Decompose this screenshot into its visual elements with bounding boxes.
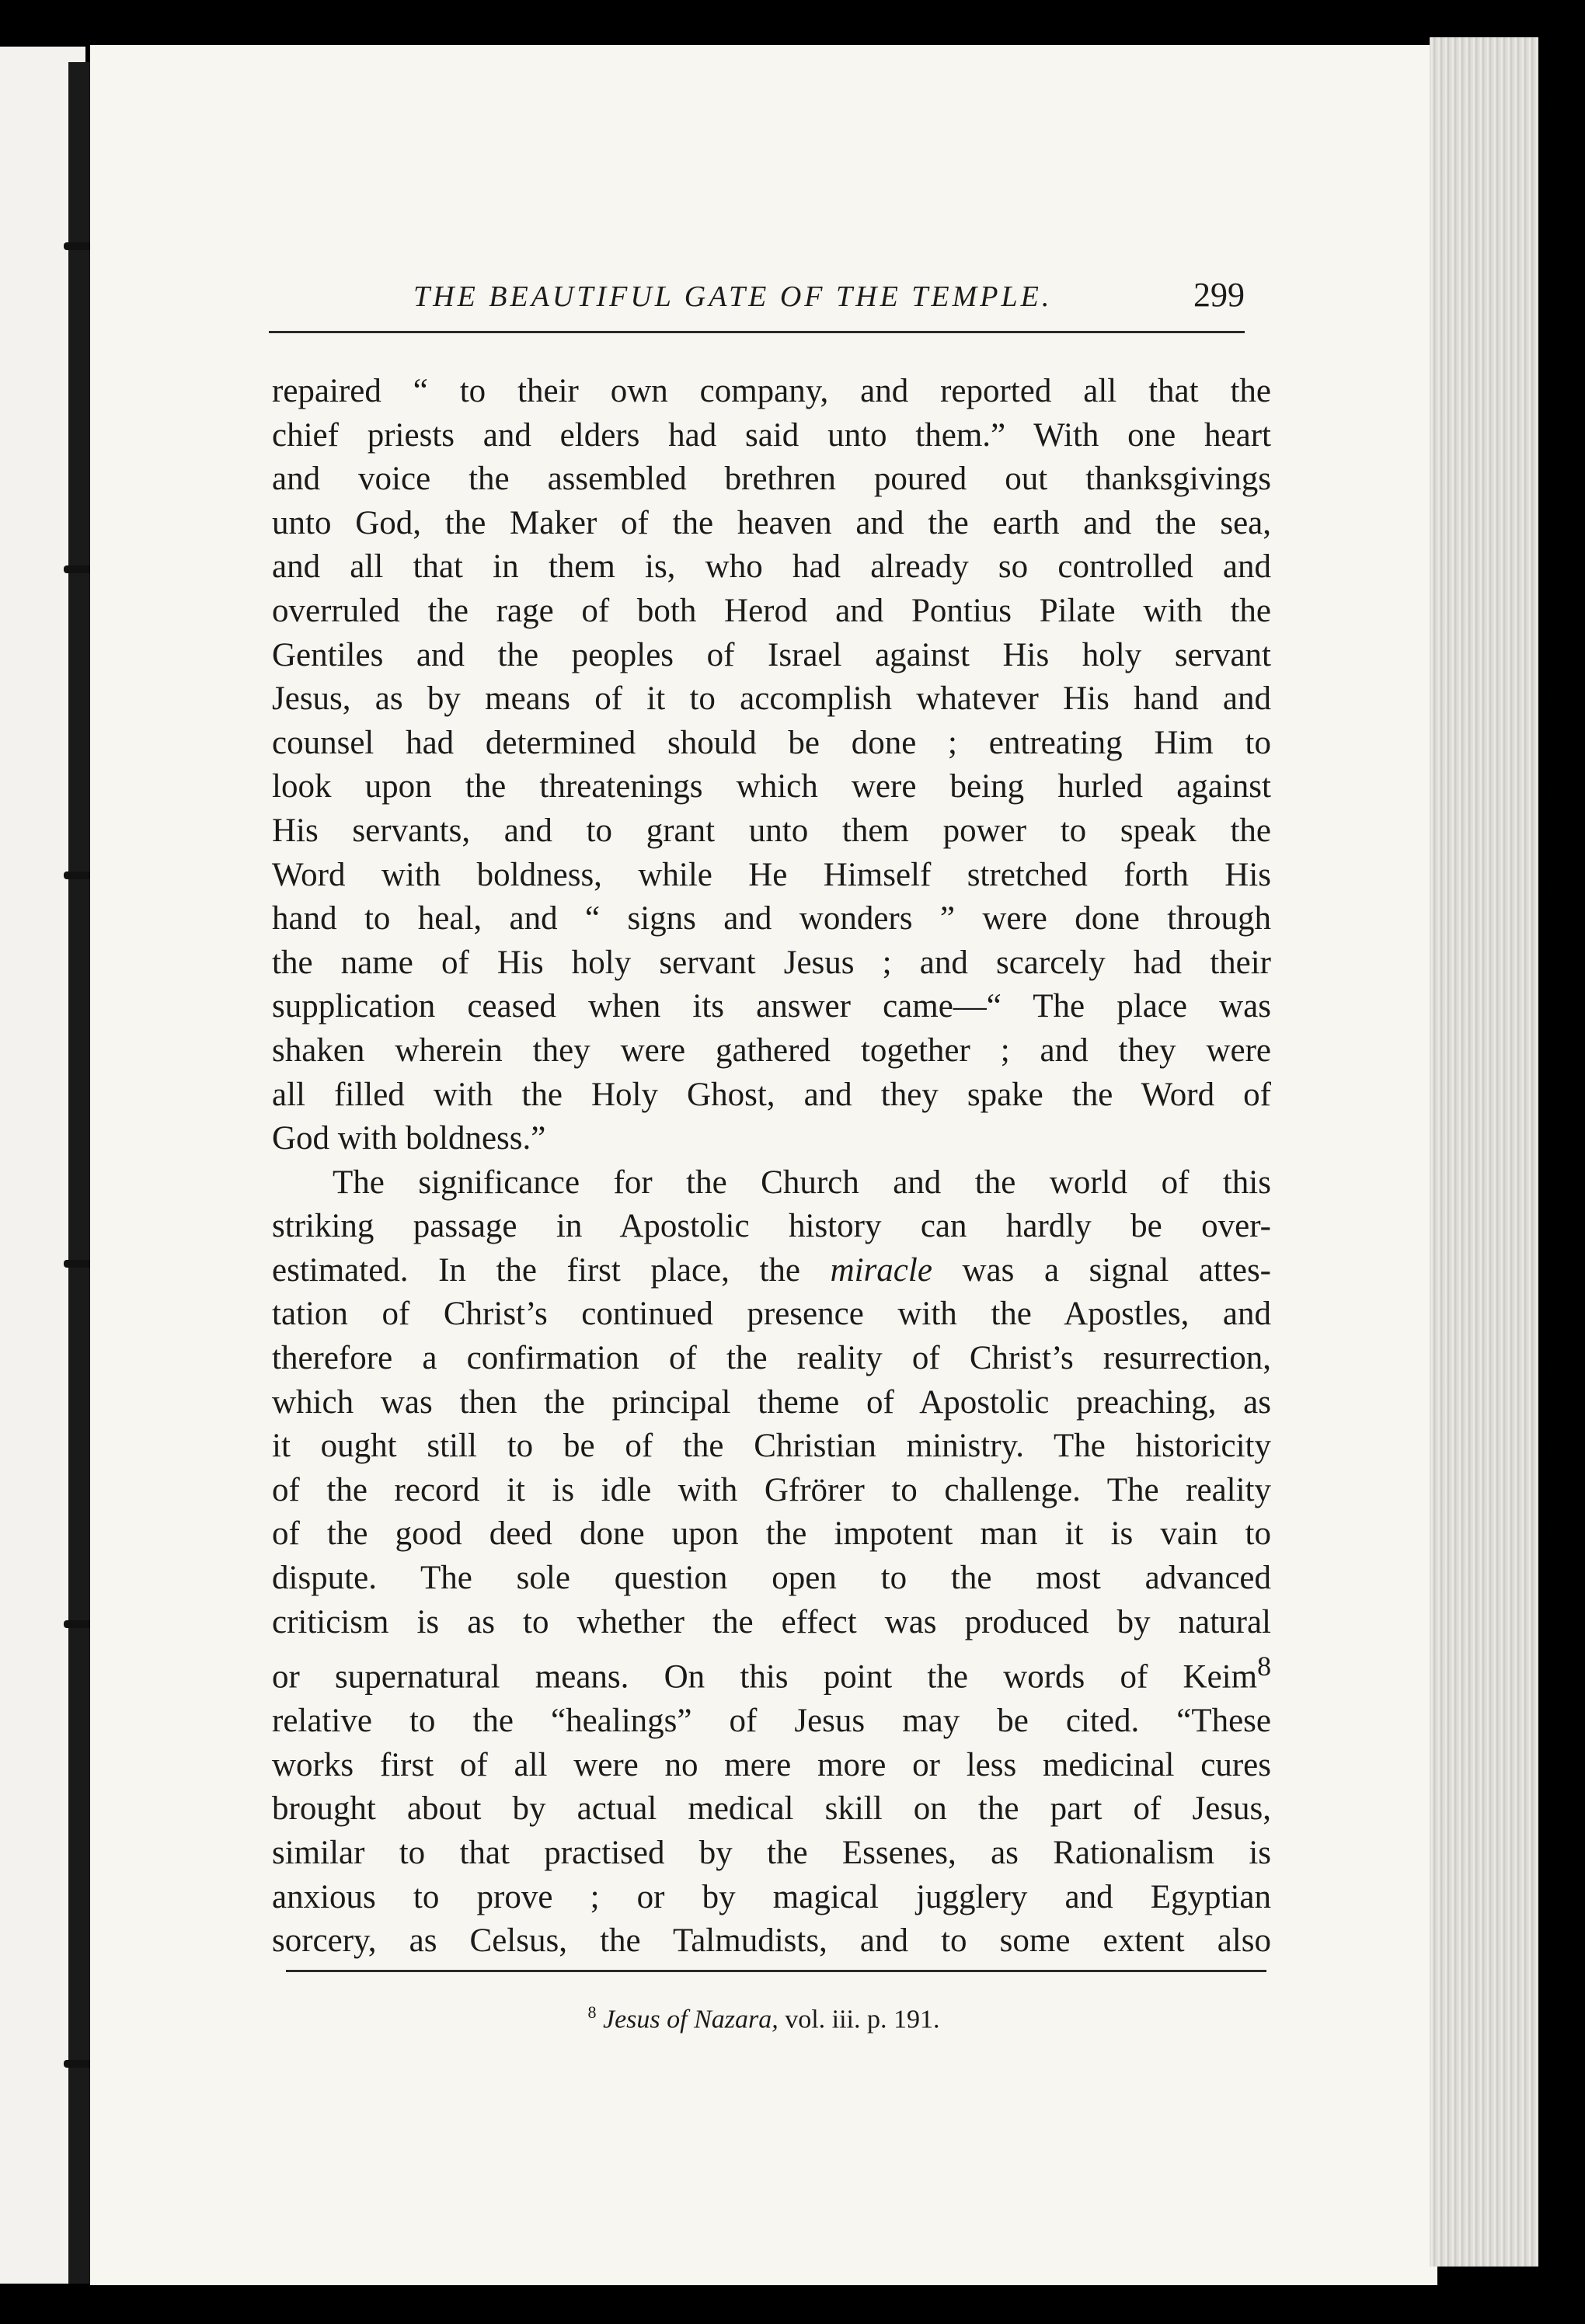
text-line: tation of Christ’s continued presence with the Apostles, and bbox=[272, 1296, 1271, 1333]
text-line: shaken wherein they were gathered together ; and they were bbox=[272, 1032, 1271, 1069]
footnote-ref: vol. iii. p. 191. bbox=[785, 2005, 940, 2034]
paragraph-2 bbox=[272, 1161, 1271, 1964]
text-line: hand to heal, and “ signs and wonders ” were done through bbox=[272, 900, 1271, 938]
text-line: all filled with the Holy Ghost, and they spake the Word of bbox=[272, 1076, 1271, 1113]
text-line: works first of all were no mere more or less medicinal cures bbox=[272, 1746, 1271, 1783]
text-line: estimated. In the first place, the miracle was a signal attes- bbox=[272, 1251, 1271, 1289]
page-edges bbox=[1430, 37, 1538, 2267]
text-line: sorcery, as Celsus, the Talmudists, and to some extent also bbox=[272, 1922, 1271, 1960]
text-line: counsel had determined should be done ; entreating Him to bbox=[272, 724, 1271, 761]
text-line: the name of His holy servant Jesus ; and scarcely had their bbox=[272, 944, 1271, 981]
text-line: Jesus, as by means of it to accomplish whatever His hand and bbox=[272, 680, 1271, 718]
text-line: unto God, the Maker of the heaven and the earth and the sea, bbox=[272, 504, 1271, 541]
text-line: anxious to prove ; or by magical jugglery and Egyptian bbox=[272, 1878, 1271, 1915]
text-line: therefore a confirmation of the reality of Christ’s resurrection, bbox=[272, 1340, 1271, 1377]
footnote-reference[interactable]: 8 bbox=[1257, 1651, 1271, 1682]
text-line: which was then the principal theme of Apostolic preaching, as bbox=[272, 1383, 1271, 1421]
body-text bbox=[272, 370, 1271, 1964]
text-line: similar to that practised by the Essenes, as Rationalism is bbox=[272, 1834, 1271, 1871]
text-line: and all that in them is, who had already so controlled and bbox=[272, 548, 1271, 586]
paragraph-1 bbox=[272, 370, 1271, 1161]
running-head: THE BEAUTIFUL GATE OF THE TEMPLE. bbox=[413, 280, 1053, 313]
footnote-marker: 8 bbox=[587, 2002, 597, 2022]
text-line: God with boldness.” bbox=[272, 1120, 546, 1157]
text-line: repaired “ to their own company, and reported all that the bbox=[272, 373, 1271, 409]
text-line: The significance for the Church and the world of this bbox=[333, 1164, 1271, 1201]
text-line: of the record it is idle with Gfrörer to challenge. The reality bbox=[272, 1471, 1271, 1508]
text-line: supplication ceased when its answer came—“ The place was bbox=[272, 988, 1271, 1025]
text-line: brought about by actual medical skill on the part of Jesus, bbox=[272, 1790, 1271, 1828]
text-line: of the good deed done upon the impotent man it is vain to bbox=[272, 1515, 1271, 1553]
footnote-title: Jesus of Nazara, bbox=[602, 2005, 779, 2034]
page-header bbox=[413, 275, 1245, 329]
footnote-rule bbox=[286, 1970, 1266, 1972]
footnote bbox=[90, 2002, 1437, 2034]
emphasis-miracle: miracle bbox=[830, 1251, 932, 1289]
text-line: Gentiles and the peoples of Israel against His holy servant bbox=[272, 636, 1271, 673]
text-line: Word with boldness, while He Himself stretched forth His bbox=[272, 856, 1271, 893]
text-line: His servants, and to grant unto them power to speak the bbox=[272, 812, 1271, 849]
text-line: or supernatural means. On this point the words of Keim$^8$ bbox=[272, 1651, 1271, 1696]
page-number: 299 bbox=[1193, 276, 1245, 314]
book-binding bbox=[68, 62, 92, 2284]
text-line: look upon the threatenings which were being hurled against bbox=[272, 768, 1271, 805]
text-line: it ought still to be of the Christian ministry. The historicity bbox=[272, 1428, 1271, 1465]
text-line: overruled the rage of both Herod and Pontius Pilate with the bbox=[272, 592, 1271, 629]
text-line: criticism is as to whether the effect was produced by natural bbox=[272, 1603, 1271, 1640]
text-line: relative to the “healings” of Jesus may be cited. “These bbox=[272, 1703, 1271, 1740]
text-line: chief priests and elders had said unto them.” With one heart bbox=[272, 416, 1271, 454]
text-line: and voice the assembled brethren poured out thanksgivings bbox=[272, 461, 1271, 498]
header-rule bbox=[269, 331, 1245, 333]
book-page bbox=[90, 45, 1437, 2285]
text-line: dispute. The sole question open to the most advanced bbox=[272, 1560, 1271, 1597]
text-line: striking passage in Apostolic history can hardly be over- bbox=[272, 1208, 1271, 1245]
